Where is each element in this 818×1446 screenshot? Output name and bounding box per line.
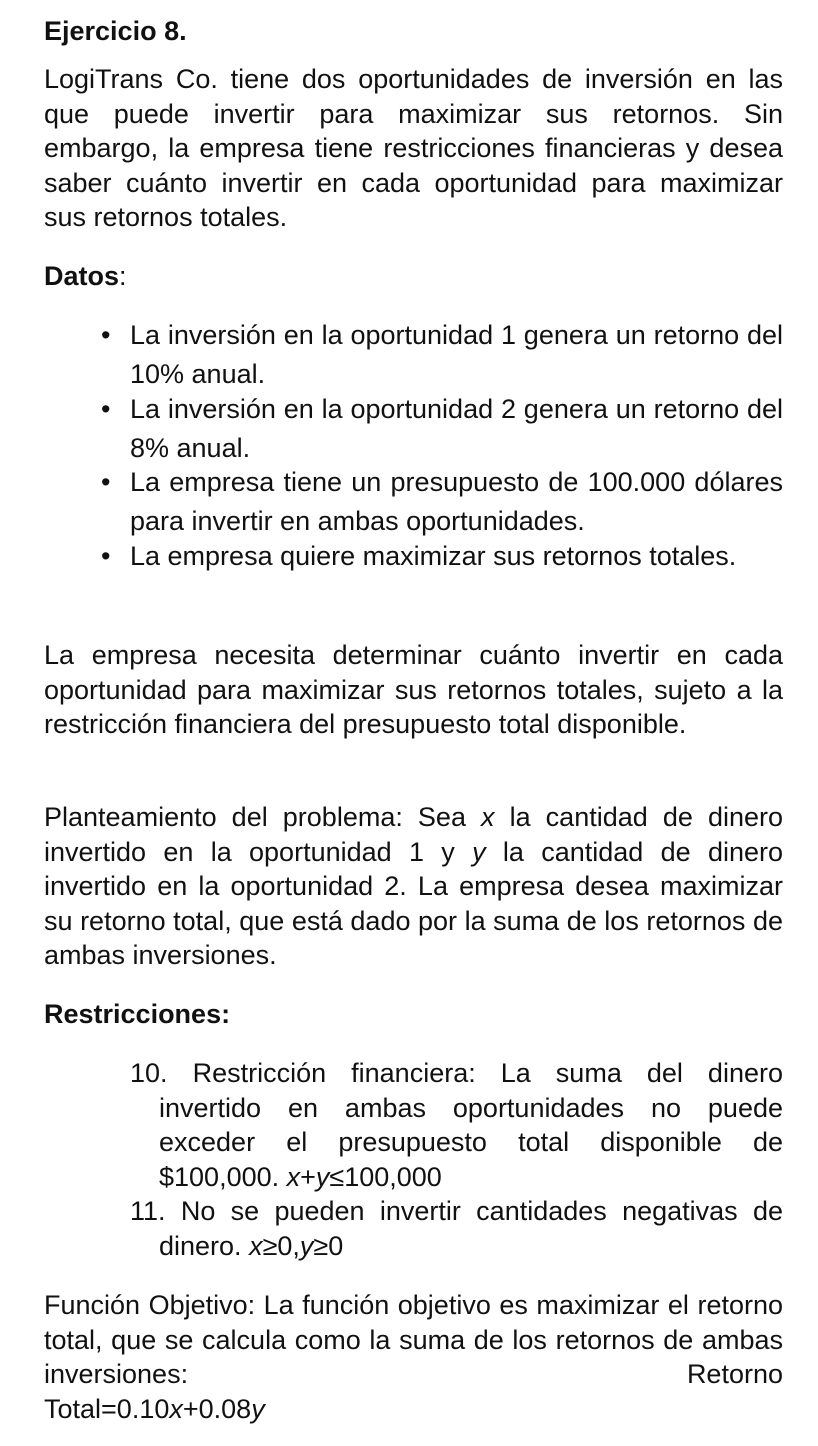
objetivo-text xyxy=(44,1288,783,1392)
formula-bound: ≥0 xyxy=(313,1230,344,1261)
objetivo-formula xyxy=(44,1392,783,1427)
restriccion-number: 11. xyxy=(130,1196,166,1226)
restriccion-text: Restricción financiera: La suma del dinero invertido en ambas oportunidades no puede exceder el presupuesto total disponible de $100,000. xyxy=(159,1058,783,1192)
formula-x: x xyxy=(249,1230,263,1261)
datos-item-2: • La inversión en la oportunidad 2 genera un retorno del 8% anual. xyxy=(0,390,818,468)
restriccion-number: 10. xyxy=(130,1058,168,1088)
formula-op: ≥0, xyxy=(262,1230,300,1261)
objetivo-formula-mid: +0.08 xyxy=(182,1393,252,1424)
objetivo-description: Función Objetivo: La función objetivo es maximizar el retorno total, que se calcula como la suma de los retornos de ambas inversiones: xyxy=(44,1290,783,1389)
formula-y: y xyxy=(299,1230,314,1261)
restricciones-list xyxy=(0,1056,818,1263)
formula-y: y xyxy=(315,1161,330,1192)
objetivo-formula-lhs: Total=0.10 xyxy=(44,1393,170,1424)
planteamiento-text-1: Planteamiento del problema: Sea xyxy=(44,802,482,832)
formula-bound: ≤100,000 xyxy=(329,1161,442,1192)
restriccion-item-10 xyxy=(0,1056,818,1194)
datos-item-1: • La inversión en la oportunidad 1 genera un retorno del 10% anual. xyxy=(0,316,818,394)
formula-x: x xyxy=(286,1161,301,1192)
datos-heading-colon: : xyxy=(119,261,127,291)
datos-heading-label: Datos xyxy=(44,261,120,291)
datos-heading xyxy=(44,259,783,294)
variable-y: y xyxy=(472,836,486,867)
datos-item-3: • La empresa tiene un presupuesto de 100.000 dólares para invertir en ambas oportunidades. xyxy=(0,463,818,541)
planteamiento-paragraph xyxy=(44,800,783,973)
restricciones-heading: Restricciones: xyxy=(44,999,231,1029)
datos-list xyxy=(0,316,818,571)
formula-op: + xyxy=(300,1161,316,1192)
exercise-title: Ejercicio 8. xyxy=(44,16,187,46)
planteamiento-text-2: la cantidad de dinero invertido en la oportunidad 1 y xyxy=(44,802,783,867)
objetivo-formula-label: Retorno xyxy=(686,1359,783,1389)
formula-x: x xyxy=(169,1393,183,1424)
variable-x: x xyxy=(481,802,495,832)
planteamiento-text-3: la cantidad de dinero invertido en la oportunidad 2. La empresa desea maximizar su retorno total, que está dado por la suma de los retornos de ambas inversiones. xyxy=(44,836,784,970)
datos-item-4: • La empresa quiere maximizar sus retornos totales. xyxy=(0,537,818,576)
restriccion-item-11 xyxy=(0,1194,818,1263)
necesita-paragraph: La empresa necesita determinar cuánto invertir en cada oportunidad para maximizar sus retornos totales, sujeto a la restricción financiera del presupuesto total disponible. xyxy=(44,640,783,739)
formula-y: y xyxy=(251,1393,265,1424)
intro-paragraph: LogiTrans Co. tiene dos oportunidades de inversión en las que puede invertir para maximizar sus retornos. Sin embargo, la empresa tiene restricciones financieras y desea saber cuánto invertir en cada oportunidad para maximizar sus retornos totales. xyxy=(44,64,783,232)
restriccion-text: No se pueden invertir cantidades negativas de dinero. xyxy=(159,1196,783,1261)
objetivo-paragraph xyxy=(44,1288,783,1426)
